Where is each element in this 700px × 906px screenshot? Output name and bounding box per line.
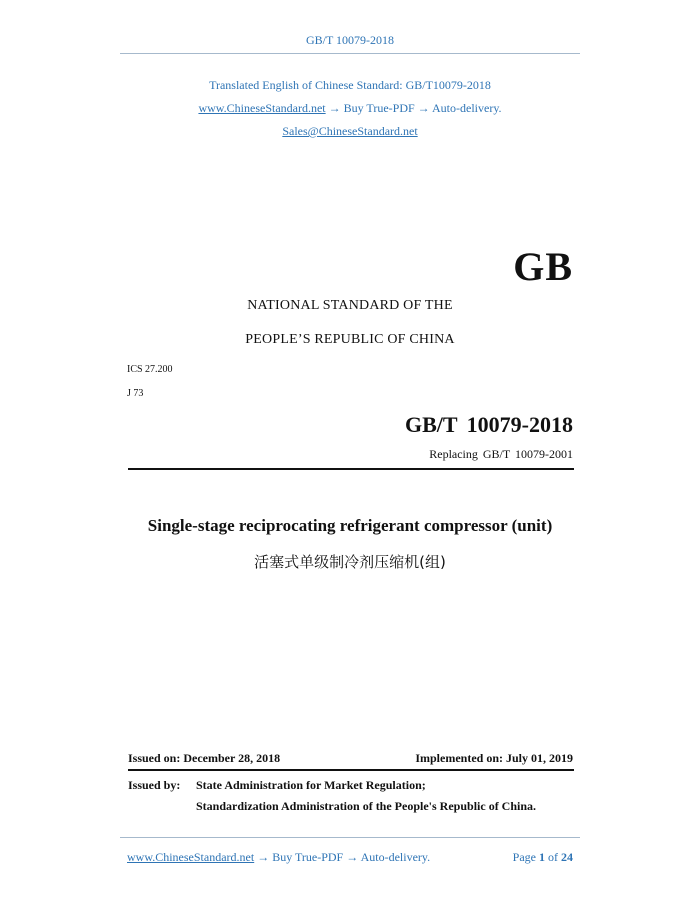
issuer-1: State Administration for Market Regulation; (196, 778, 426, 792)
national-standard-line-1: NATIONAL STANDARD OF THE (247, 298, 453, 313)
footer-delivery-text: Auto-delivery. (360, 850, 431, 864)
replacing-note: Replacing GB/T 10079-2001 (429, 447, 573, 461)
footer-links (127, 850, 430, 865)
header-divider (120, 53, 580, 54)
arrow-icon: → (346, 850, 359, 864)
page-total: 24 (561, 850, 573, 864)
dates-divider (128, 769, 574, 771)
issued-by-label: Issued by: (128, 778, 181, 792)
ics-code: ICS 27.200 (127, 364, 173, 375)
title-divider (128, 468, 574, 470)
footer-website-link[interactable]: www.ChineseStandard.net (127, 850, 255, 864)
page-of: of (548, 850, 558, 864)
ccs-code: J 73 (127, 388, 144, 399)
footer-buy-text: Buy True-PDF (272, 850, 344, 864)
buy-pdf-text: Buy True-PDF (343, 101, 415, 115)
issuer-2: Standardization Administration of the People's Republic of China. (196, 799, 537, 813)
translation-notice: Translated English of Chinese Standard: GB/T10079-2018 (209, 78, 491, 92)
email-line (0, 124, 700, 139)
national-standard-line-2: PEOPLE’S REPUBLIC OF CHINA (245, 332, 455, 347)
footer-divider (120, 837, 580, 838)
arrow-icon: → (328, 101, 341, 115)
implemented-on-date: Implemented on: July 01, 2019 (415, 751, 573, 765)
page-indicator (513, 850, 573, 865)
arrow-icon: → (417, 101, 430, 115)
standard-number: GB/T 10079-2018 (404, 412, 573, 437)
email-link[interactable]: Sales@ChineseStandard.net (282, 124, 418, 138)
gb-logo: GB (513, 244, 573, 289)
purchase-links (0, 101, 700, 116)
page-current: 1 (539, 850, 545, 864)
page-word: Page (512, 850, 536, 864)
delivery-text: Auto-delivery. (432, 101, 502, 115)
issued-on-date: Issued on: December 28, 2018 (128, 751, 281, 765)
arrow-icon: → (257, 850, 270, 864)
title-chinese: 活塞式单级制冷剂压缩机(组) (254, 553, 446, 571)
title-english: Single-stage reciprocating refrigerant compressor (unit) (147, 516, 553, 535)
running-header: GB/T 10079-2018 (305, 33, 395, 47)
website-link[interactable]: www.ChineseStandard.net (198, 101, 326, 115)
